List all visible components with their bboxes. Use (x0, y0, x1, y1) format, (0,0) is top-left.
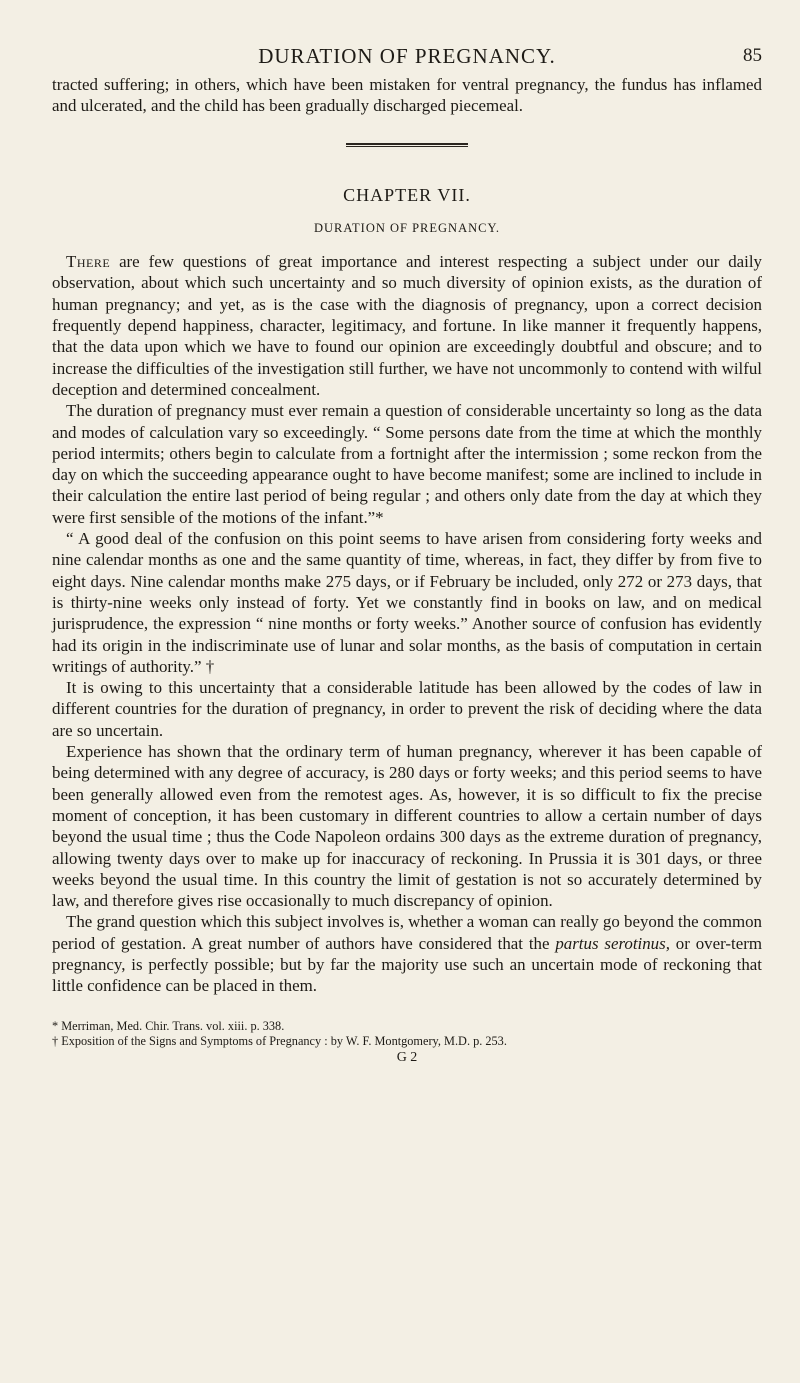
paragraph-6 (52, 911, 762, 996)
footnote-2: † Exposition of the Signs and Symptoms of Pregnancy : by W. F. Montgomery, M.D. p. 253. (52, 1034, 507, 1049)
paragraph-text: are few questions of great importance and interest respecting a subject under our daily observation, about which such uncertainty and so much diversity of opinion exists, as the duration of human pregnancy; and yet, as is the case with the diagnosis of pregnancy, upon a correct decision frequently depend happiness, character, legitimacy, and fortune. In like manner it frequently happens, that the data upon which we have to found our opinion are exceedingly doubtful and obscure; and to increase the difficulties of the investigation still further, we have not uncommonly to contend with wilful deception and determined concealment. (52, 252, 762, 399)
chapter-title: CHAPTER VII. (343, 184, 471, 205)
book-page (52, 38, 762, 1065)
body-text (52, 74, 762, 997)
footnotes (52, 1019, 762, 1066)
section-divider (346, 143, 468, 147)
paragraph-2: The duration of pregnancy must ever remain a question of considerable uncertainty so long as the data and modes of calculation vary so exceedingly. “ Some persons date from the time at which the monthly period intermits; others begin to calculate from a fortnight after the intermission ; some reckon from the day on which the succeeding appearance ought to have become manifest; some are inclined to include in their calculation the entire last period of being regular ; and others only date from the day at which they were first sensible of the motions of the infant.”* (52, 401, 762, 527)
paragraph-text-after: or over-term pregnancy, is perfectly possible; but by far the majority use such an uncertain mode of reckoning that little confidence can be placed in them. (52, 933, 762, 996)
footnote-1: * Merriman, Med. Chir. Trans. vol. xiii. p. 338. (52, 1018, 285, 1033)
page-header (52, 38, 762, 74)
italic-term: partus serotinus, (555, 933, 670, 953)
page-number: 85 (743, 45, 762, 66)
paragraph-4: It is owing to this uncertainty that a considerable latitude has been allowed by the codes of law in different countries for the duration of pregnancy, in order to prevent the risk of deciding where the data are so uncertain. (52, 678, 762, 740)
chapter-subtitle: DURATION OF PREGNANCY. (313, 220, 501, 235)
signature-mark: G 2 (396, 1049, 418, 1065)
paragraph-5: Experience has shown that the ordinary term of human pregnancy, wherever it has been capable of being determined with any degree of accuracy, is 280 days or forty weeks; and this period seems to have been generally allowed even from the remotest ages. As, however, it is so difficult to fix the precise moment of conception, it has been customary in different countries to allow a certain number of days beyond the usual time ; thus the Code Napoleon ordains 300 days as the extreme duration of pregnancy, allowing twenty days over to make up for inaccuracy of reckoning. In Prussia it is 301 days, or three weeks beyond the usual time. In this country the limit of gestation is not so accurately determined by law, and therefore gives rise occasionally to much discrepancy of opinion. (52, 742, 762, 911)
paragraph-1 (52, 251, 762, 400)
paragraph-text-before: The grand question which this subject involves is, whether a woman can really go beyond the common period of gestation. A great number of authors have considered that the (52, 912, 762, 953)
running-head: DURATION OF PREGNANCY. (258, 44, 556, 68)
paragraph-lead-word: There (66, 252, 111, 272)
paragraph-3: “ A good deal of the confusion on this point seems to have arisen from considering forty weeks and nine calendar months as one and the same quantity of time, whereas, in fact, they differ by from five to eight days. Nine calendar months make 275 days, or if February be included, only 272 or 273 days, that is thirty-nine weeks only instead of forty. Yet we constantly find in books on law, and on medical jurisprudence, the expression “ nine months or forty weeks.” Another source of confusion has evidently had its origin in the indiscriminate use of lunar and solar months, as the basis of computation in certain writings of authority.” † (52, 529, 762, 676)
continuation-paragraph: tracted suffering; in others, which have been mistaken for ventral pregnancy, the fundus has inflamed and ulcerated, and the child has been gradually discharged piecemeal. (52, 75, 762, 116)
